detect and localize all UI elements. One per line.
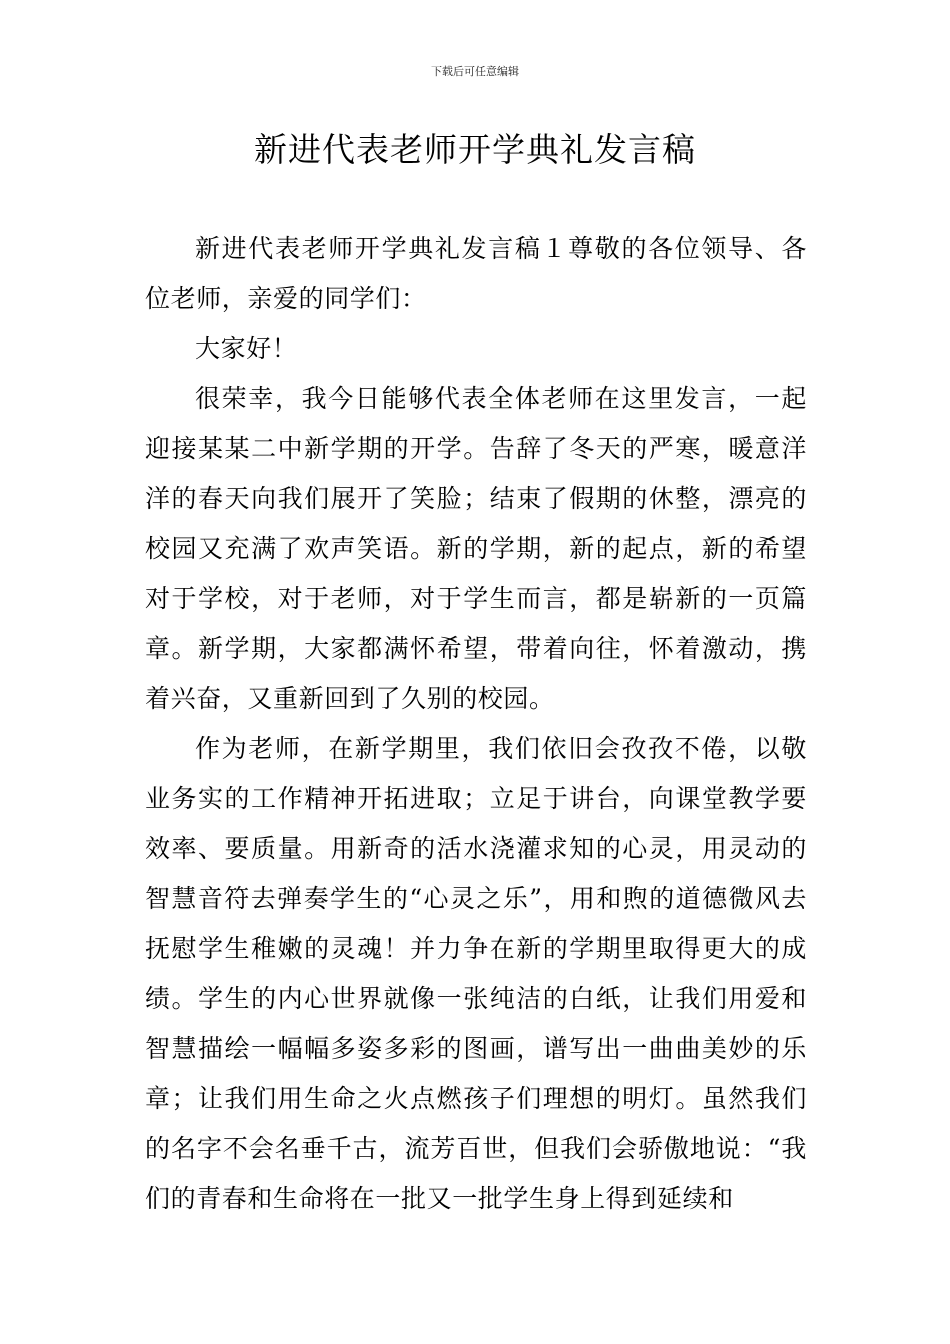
- paragraph-greeting: 新进代表老师开学典礼发言稿１尊敬的各位领导、各位老师，亲爱的同学们：: [145, 234, 807, 313]
- paragraph-teacher-pledge: 作为老师，在新学期里，我们依旧会孜孜不倦，以敬业务实的工作精神开拓进取；立足于讲台，向课堂教学要效率、要质量。用新奇的活水浇灌求知的心灵，用灵动的智慧音符去弹奏学生的“心灵之乐”，用和煦的道德微风去抚慰学生稚嫩的灵魂！并力争在新的学期里取得更大的成绩。学生的内心世界就像一张纯洁的白纸，让我们用爱和智慧描绘一幅幅多姿多彩的图画，谱写出一曲曲美妙的乐章；让我们用生命之火点燃孩子们理想的明灯。虽然我们的名字不会名垂千古，流芳百世，但我们会骄傲地说：“我们的青春和生命将在一批又一批学生身上得到延续和: [145, 734, 807, 1213]
- paragraph-new-term: 很荣幸，我今日能够代表全体老师在这里发言，一起迎接某某二中新学期的开学。告辞了冬天的严寒，暖意洋洋的春天向我们展开了笑脸；结束了假期的休整，漂亮的校园又充满了欢声笑语。新的学期，新的起点，新的希望对于学校，对于老师，对于学生而言，都是崭新的一页篇章。新学期，大家都满怀希望，带着向往，怀着激动，携着兴奋，又重新回到了久别的校园。: [145, 384, 807, 713]
- document-body: [145, 224, 807, 1224]
- paragraph-hello: 大家好！: [195, 334, 298, 363]
- document-title: 新进代表老师开学典礼发言稿: [254, 130, 696, 169]
- download-note: 下载后可任意编辑: [431, 65, 519, 78]
